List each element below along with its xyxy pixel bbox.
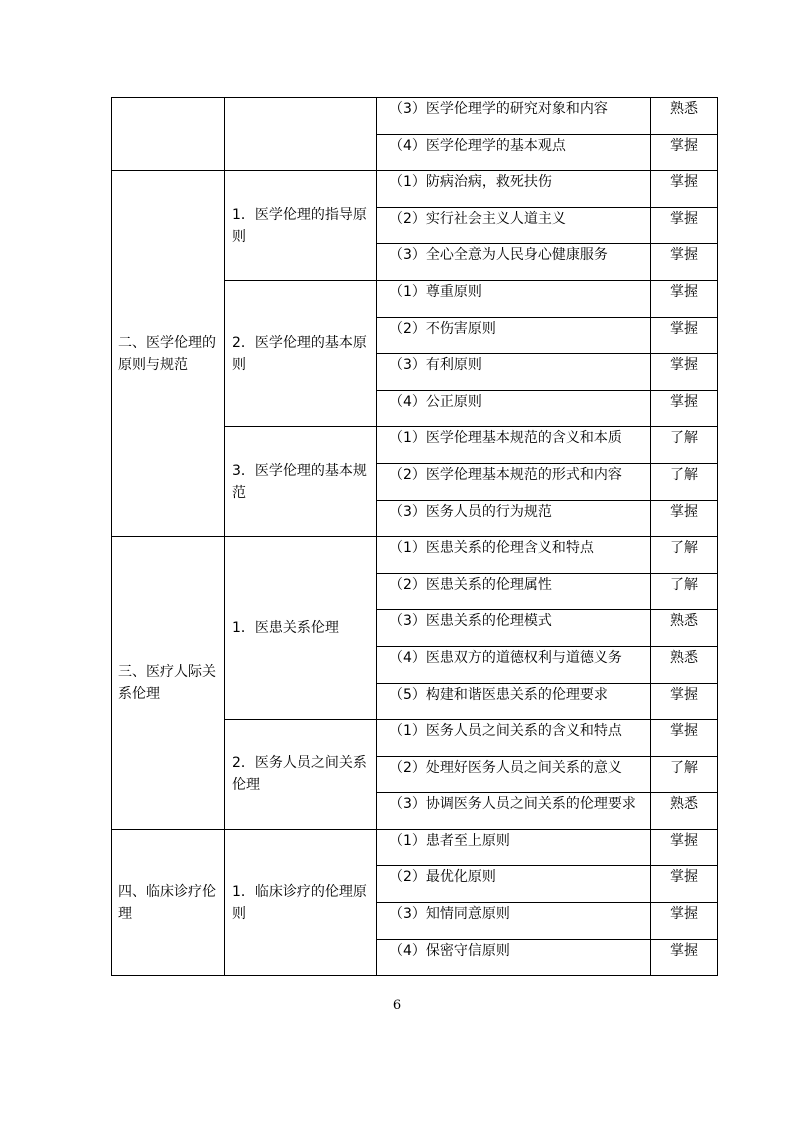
requirement-cell: 掌握 (651, 720, 718, 757)
item-cell: （1）医患关系的伦理含义和特点 (377, 537, 651, 574)
topic-cell: 3．医学伦理的基本规范 (225, 427, 377, 537)
requirement-cell: 掌握 (651, 354, 718, 391)
item-cell: （4）公正原则 (377, 390, 651, 427)
requirement-cell: 掌握 (651, 500, 718, 537)
requirement-cell: 掌握 (651, 903, 718, 940)
requirement-cell: 熟悉 (651, 793, 718, 830)
item-cell: （4）医患双方的道德权利与道德义务 (377, 646, 651, 683)
unit-cell: 三、医疗人际关系伦理 (112, 537, 225, 830)
requirement-cell: 掌握 (651, 317, 718, 354)
topic-cell-continued (225, 98, 377, 171)
requirement-cell: 了解 (651, 573, 718, 610)
table-row (112, 537, 718, 574)
table-row (112, 98, 718, 135)
item-cell: （1）患者至上原则 (377, 829, 651, 866)
item-cell: （1）尊重原则 (377, 280, 651, 317)
item-cell: （2）不伤害原则 (377, 317, 651, 354)
requirement-cell: 掌握 (651, 866, 718, 903)
requirement-cell: 了解 (651, 756, 718, 793)
unit-cell: 二、医学伦理的原则与规范 (112, 171, 225, 537)
item-cell: （3）协调医务人员之间关系的伦理要求 (377, 793, 651, 830)
item-cell: （1）医务人员之间关系的含义和特点 (377, 720, 651, 757)
topic-cell: 2．医务人员之间关系伦理 (225, 720, 377, 830)
item-cell: （3）有利原则 (377, 354, 651, 391)
item-cell: （2）医患关系的伦理属性 (377, 573, 651, 610)
item-cell: （3）医患关系的伦理模式 (377, 610, 651, 647)
requirement-cell: 掌握 (651, 390, 718, 427)
requirement-cell: 掌握 (651, 207, 718, 244)
requirement-cell: 熟悉 (651, 646, 718, 683)
unit-cell-continued (112, 98, 225, 171)
topic-cell: 1．医患关系伦理 (225, 537, 377, 720)
topic-cell: 1．医学伦理的指导原则 (225, 171, 377, 281)
requirement-cell: 了解 (651, 537, 718, 574)
item-cell: （3）医学伦理学的研究对象和内容 (377, 98, 651, 135)
item-cell: （2）处理好医务人员之间关系的意义 (377, 756, 651, 793)
item-cell: （4）医学伦理学的基本观点 (377, 134, 651, 171)
requirement-cell: 掌握 (651, 244, 718, 281)
table-row (112, 829, 718, 866)
item-cell: （3）知情同意原则 (377, 903, 651, 940)
item-cell: （1）防病治病，救死扶伤 (377, 171, 651, 208)
topic-cell: 2．医学伦理的基本原则 (225, 280, 377, 426)
requirement-cell: 掌握 (651, 939, 718, 976)
item-cell: （3）医务人员的行为规范 (377, 500, 651, 537)
item-cell: （2）最优化原则 (377, 866, 651, 903)
requirement-cell: 熟悉 (651, 610, 718, 647)
requirement-cell: 掌握 (651, 280, 718, 317)
item-cell: （4）保密守信原则 (377, 939, 651, 976)
table-row (112, 171, 718, 208)
requirement-cell: 了解 (651, 427, 718, 464)
item-cell: （2）实行社会主义人道主义 (377, 207, 651, 244)
item-cell: （5）构建和谐医患关系的伦理要求 (377, 683, 651, 720)
requirement-cell: 了解 (651, 463, 718, 500)
requirement-cell: 熟悉 (651, 98, 718, 135)
requirement-cell: 掌握 (651, 829, 718, 866)
requirement-cell: 掌握 (651, 134, 718, 171)
topic-cell: 1．临床诊疗的伦理原则 (225, 829, 377, 975)
unit-cell: 四、临床诊疗伦理 (112, 829, 225, 975)
page-number: 6 (392, 998, 402, 1013)
syllabus-table (111, 97, 718, 976)
item-cell: （2）医学伦理基本规范的形式和内容 (377, 463, 651, 500)
item-cell: （1）医学伦理基本规范的含义和本质 (377, 427, 651, 464)
item-cell: （3）全心全意为人民身心健康服务 (377, 244, 651, 281)
requirement-cell: 掌握 (651, 171, 718, 208)
requirement-cell: 掌握 (651, 683, 718, 720)
